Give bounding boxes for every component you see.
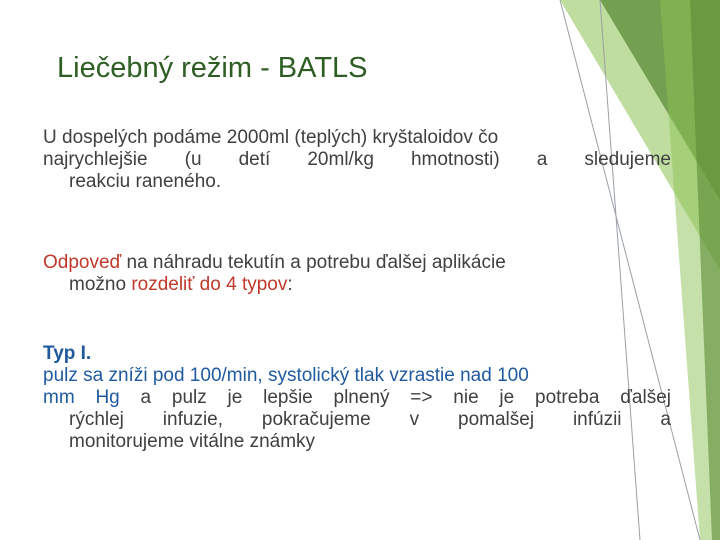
- p3-line2-rest: a pulz je lepšie plnený => nie je potreba ďalšej: [119, 387, 671, 408]
- type-1-heading: Typ I.: [43, 343, 92, 364]
- paragraph-type-1: [43, 343, 671, 453]
- p1-line2: najrychlejšie (u detí 20ml/kg hmotnosti) a sledujeme: [43, 149, 671, 170]
- slide-title: Liečebný režim - BATLS: [57, 52, 368, 84]
- p3-line3: rýchlej infuzie, pokračujeme v pomalšej infúzii a: [69, 409, 671, 430]
- p1-line3: reakciu raneného.: [69, 171, 222, 192]
- p2-line2-end: :: [287, 274, 293, 295]
- p2-word-odpoved: Odpoveď: [43, 252, 122, 273]
- p2-line1-rest: na náhradu tekutín a potrebu ďalšej aplikácie: [121, 252, 506, 273]
- p3-line4: monitorujeme vitálne známky: [69, 431, 316, 452]
- paragraph-dose: [43, 127, 671, 193]
- p3-mmhg: mm Hg: [43, 387, 120, 408]
- p2-line2-start: možno: [69, 274, 132, 295]
- p2-line2: [43, 274, 671, 296]
- p2-red-text: rozdeliť do 4 typov: [131, 274, 288, 295]
- p3-line2: [43, 387, 671, 409]
- p2-line1: [43, 252, 671, 274]
- paragraph-response: [43, 252, 671, 296]
- p3-line1: pulz sa zníži pod 100/min, systolický tlak vzrastie nad 100: [43, 365, 529, 386]
- p1-line1: U dospelých podáme 2000ml (teplých) kryštaloidov čo: [43, 127, 499, 148]
